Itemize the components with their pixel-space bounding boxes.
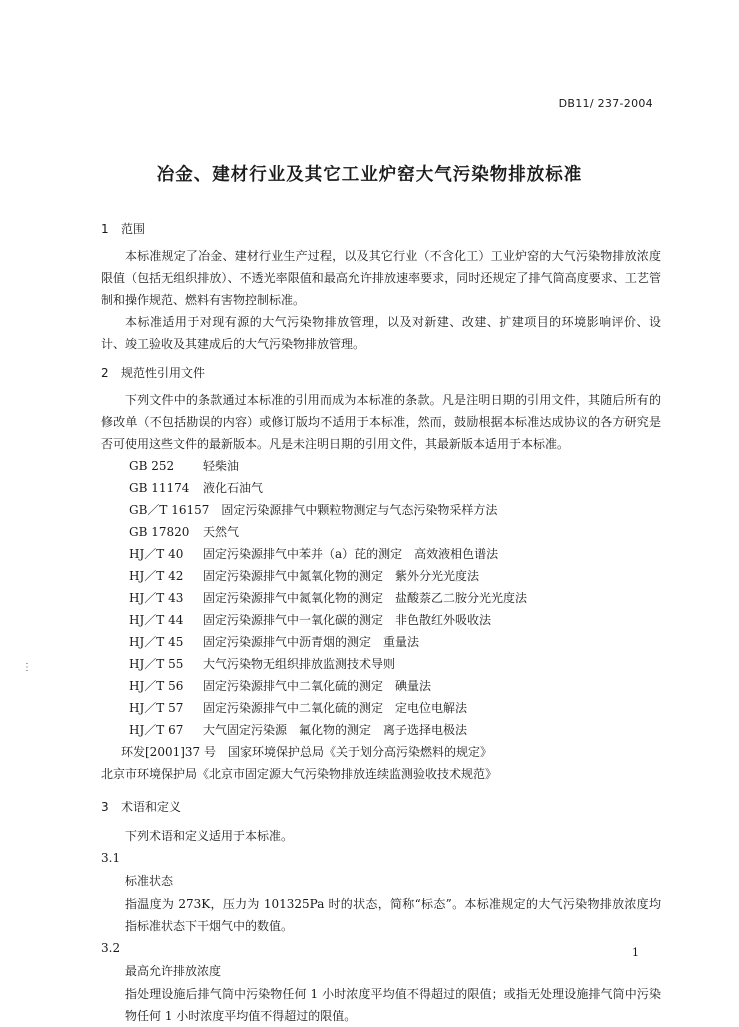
document-body	[101, 217, 661, 1027]
reference-name: 固定污染源排气中颗粒物测定与气态污染物采样方法	[221, 503, 498, 517]
reference-code: HJ／T 55	[129, 657, 184, 671]
paragraph: 本标准适用于对现有源的大气污染物排放管理，以及对新建、改建、扩建项目的环境影响评价、设计、竣工验收及其建成后的大气污染物排放管理。	[101, 315, 661, 351]
paragraph: 下列术语和定义适用于本标准。	[125, 829, 294, 843]
section-number: 2	[101, 366, 109, 380]
reference-name: 轻柴油	[203, 459, 240, 473]
scan-mark: ⋮	[22, 662, 32, 673]
reference-item	[101, 565, 661, 587]
reference-name: 固定污染源排气中苯并（a）芘的测定 高效液相色谱法	[203, 547, 499, 561]
reference-item	[101, 543, 661, 565]
clause-number: 3.2	[101, 941, 121, 955]
clause-number: 3.1	[101, 851, 121, 865]
reference-item	[101, 697, 661, 719]
section-title: 范围	[121, 222, 146, 236]
reference-name: 液化石油气	[203, 481, 264, 495]
term-definition: 指处理设施后排气筒中污染物任何 1 小时浓度平均值不得超过的限值；或指无处理设施排气筒中污染物任何 1 小时浓度平均值不得超过的限值。	[125, 987, 661, 1023]
reference-code: HJ／T 67	[129, 723, 184, 737]
section-heading	[101, 361, 661, 385]
reference-item	[101, 719, 661, 741]
reference-code: GB 11174	[129, 481, 190, 495]
reference-item	[101, 675, 661, 697]
section-title: 规范性引用文件	[121, 366, 206, 380]
term-name: 最高允许排放浓度	[125, 964, 222, 978]
reference-name: 固定污染源排气中氮氧化物的测定 紫外分光光度法	[203, 569, 480, 583]
reference-code: HJ／T 43	[129, 591, 184, 605]
reference-name: 天然气	[203, 525, 240, 539]
reference-code: HJ／T 56	[129, 679, 184, 693]
reference-code: GB 17820	[129, 525, 190, 539]
reference-name: 固定污染源排气中氮氧化物的测定 盐酸萘乙二胺分光光度法	[203, 591, 528, 605]
reference-code: GB 252	[129, 459, 175, 473]
section-heading	[101, 217, 661, 241]
section-heading	[101, 795, 661, 819]
term-definition: 指温度为 273K，压力为 101325Pa 时的状态，简称“标态”。本标准规定的大气污染物排放浓度均指标准状态下干烟气中的数值。	[125, 897, 661, 933]
reference-name: 大气固定污染源 氟化物的测定 离子选择电极法	[203, 723, 468, 737]
reference-code: HJ／T 57	[129, 701, 184, 715]
reference-name: 固定污染源排气中沥青烟的测定 重量法	[203, 635, 420, 649]
section-title: 术语和定义	[121, 800, 182, 814]
reference-code: HJ／T 45	[129, 635, 184, 649]
reference-code: HJ／T 42	[129, 569, 184, 583]
term-name: 标准状态	[125, 874, 174, 888]
page-number: 1	[632, 946, 639, 959]
reference-item: 环发[2001]37 号 国家环境保护总局《关于划分高污染燃料的规定》	[121, 745, 492, 759]
reference-code: HJ／T 40	[129, 547, 184, 561]
paragraph: 下列文件中的条款通过本标准的引用而成为本标准的条款。凡是注明日期的引用文件，其随后所有的修改单（不包括勘误的内容）或修订版均不适用于本标准，然而，鼓励根据本标准达成协议的各方研究是否可使用这些文件的最新版本。凡是未注明日期的引用文件，其最新版本适用于本标准。	[101, 393, 661, 451]
reference-item	[101, 455, 661, 477]
reference-item	[101, 609, 661, 631]
reference-code: GB／T 16157	[129, 503, 210, 517]
reference-item	[101, 521, 661, 543]
reference-item	[101, 653, 661, 675]
document-title: 冶金、建材行业及其它工业炉窑大气污染物排放标准	[156, 165, 583, 185]
reference-name: 大气污染物无组织排放监测技术导则	[203, 657, 396, 671]
reference-item	[101, 587, 661, 609]
reference-name: 固定污染源排气中一氧化碳的测定 非色散红外吸收法	[203, 613, 492, 627]
paragraph: 本标准规定了冶金、建材行业生产过程，以及其它行业（不含化工）工业炉窑的大气污染物排放浓度限值（包括无组织排放）、不透光率限值和最高允许排放速率要求，同时还规定了排气筒高度要求、工艺管制和操作规范、燃料有害物控制标准。	[101, 249, 661, 307]
section-number: 3	[101, 800, 109, 814]
reference-item	[101, 477, 661, 499]
reference-item: 北京市环境保护局《北京市固定源大气污染物排放连续监测验收技术规范》	[101, 767, 498, 781]
reference-name: 固定污染源排气中二氧化硫的测定 定电位电解法	[203, 701, 468, 715]
reference-code: HJ／T 44	[129, 613, 184, 627]
section-number: 1	[101, 222, 109, 236]
reference-item	[101, 631, 661, 653]
standard-code: DB11/ 237-2004	[558, 97, 653, 110]
reference-item	[101, 499, 661, 521]
reference-name: 固定污染源排气中二氧化硫的测定 碘量法	[203, 679, 432, 693]
reference-list	[101, 455, 661, 785]
